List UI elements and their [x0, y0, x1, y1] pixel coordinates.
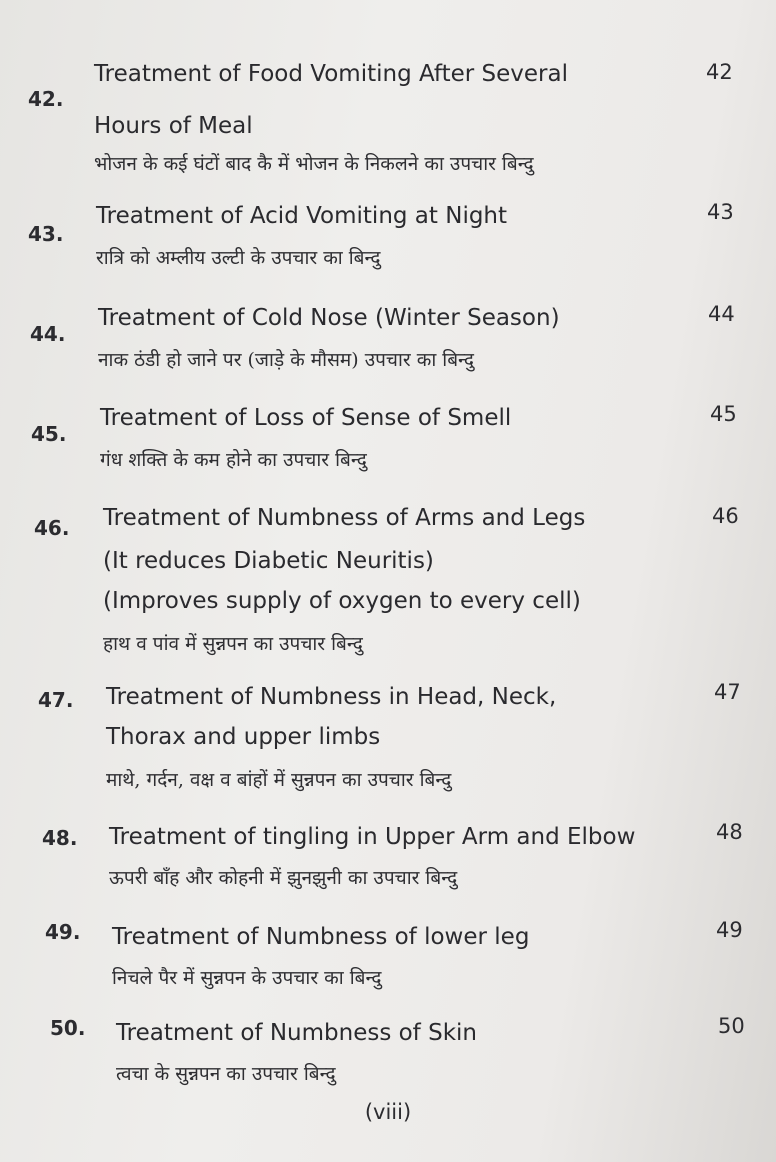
entry-hindi-title: भोजन के कई घंटों बाद कै में भोजन के निकलने का उपचार बिन्दु [94, 153, 534, 175]
entry-title-line-2: Thorax and upper limbs [106, 724, 381, 750]
entry-title-line-1: Treatment of Acid Vomiting at Night [96, 203, 508, 229]
entry-hindi-title: नाक ठंडी हो जाने पर (जाड़े के मौसम) उपचार का बिन्दु [98, 349, 475, 371]
entry-title-line-1: Treatment of Numbness of Skin [116, 1020, 477, 1046]
entry-page-number: 46 [712, 504, 739, 528]
entry-number: 48. [42, 826, 78, 850]
entry-page-number: 50 [718, 1014, 745, 1038]
entry-page-number: 47 [714, 680, 741, 704]
entry-page-number: 44 [708, 302, 735, 326]
entry-number: 47. [38, 688, 74, 712]
entry-hindi-title: हाथ व पांव में सुन्नपन का उपचार बिन्दु [103, 633, 363, 655]
entry-hindi-title: गंध शक्ति के कम होने का उपचार बिन्दु [100, 449, 367, 471]
page-footer-number: (viii) [364, 1100, 412, 1124]
entry-page-number: 43 [707, 200, 734, 224]
entry-number: 45. [31, 422, 67, 446]
entry-number: 50. [50, 1016, 86, 1040]
entry-page-number: 45 [710, 402, 737, 426]
entry-number: 46. [34, 516, 70, 540]
entry-title-line-1: Treatment of tingling in Upper Arm and Elbow [109, 824, 636, 850]
entry-number: 43. [28, 222, 64, 246]
entry-title-line-2: (It reduces Diabetic Neuritis) [103, 548, 434, 574]
entry-title-line-1: Treatment of Numbness in Head, Neck, [106, 684, 557, 710]
entry-page-number: 49 [716, 918, 743, 942]
entry-hindi-title: रात्रि को अम्लीय उल्टी के उपचार का बिन्दु [96, 247, 381, 269]
entry-title-line-2: Hours of Meal [94, 113, 253, 139]
entry-title-line-1: Treatment of Cold Nose (Winter Season) [98, 305, 560, 331]
entry-number: 44. [30, 322, 66, 346]
entry-hindi-title: निचले पैर में सुन्नपन के उपचार का बिन्दु [112, 967, 382, 989]
entry-title-line-3: (Improves supply of oxygen to every cell) [103, 588, 581, 614]
entry-hindi-title: ऊपरी बाँह और कोहनी में झुनझुनी का उपचार बिन्दु [109, 867, 458, 889]
entry-title-line-1: Treatment of Numbness of Arms and Legs [103, 505, 586, 531]
entry-title-line-1: Treatment of Food Vomiting After Several [94, 61, 568, 87]
entry-hindi-title: माथे, गर्दन, वक्ष व बांहों में सुन्नपन का उपचार बिन्दु [106, 769, 452, 791]
entry-title-line-1: Treatment of Numbness of lower leg [112, 924, 530, 950]
entry-page-number: 42 [706, 60, 733, 84]
entry-number: 42. [28, 87, 64, 111]
entry-hindi-title: त्वचा के सुन्नपन का उपचार बिन्दु [116, 1063, 336, 1085]
entry-number: 49. [45, 920, 81, 944]
entry-title-line-1: Treatment of Loss of Sense of Smell [100, 405, 512, 431]
entry-page-number: 48 [716, 820, 743, 844]
